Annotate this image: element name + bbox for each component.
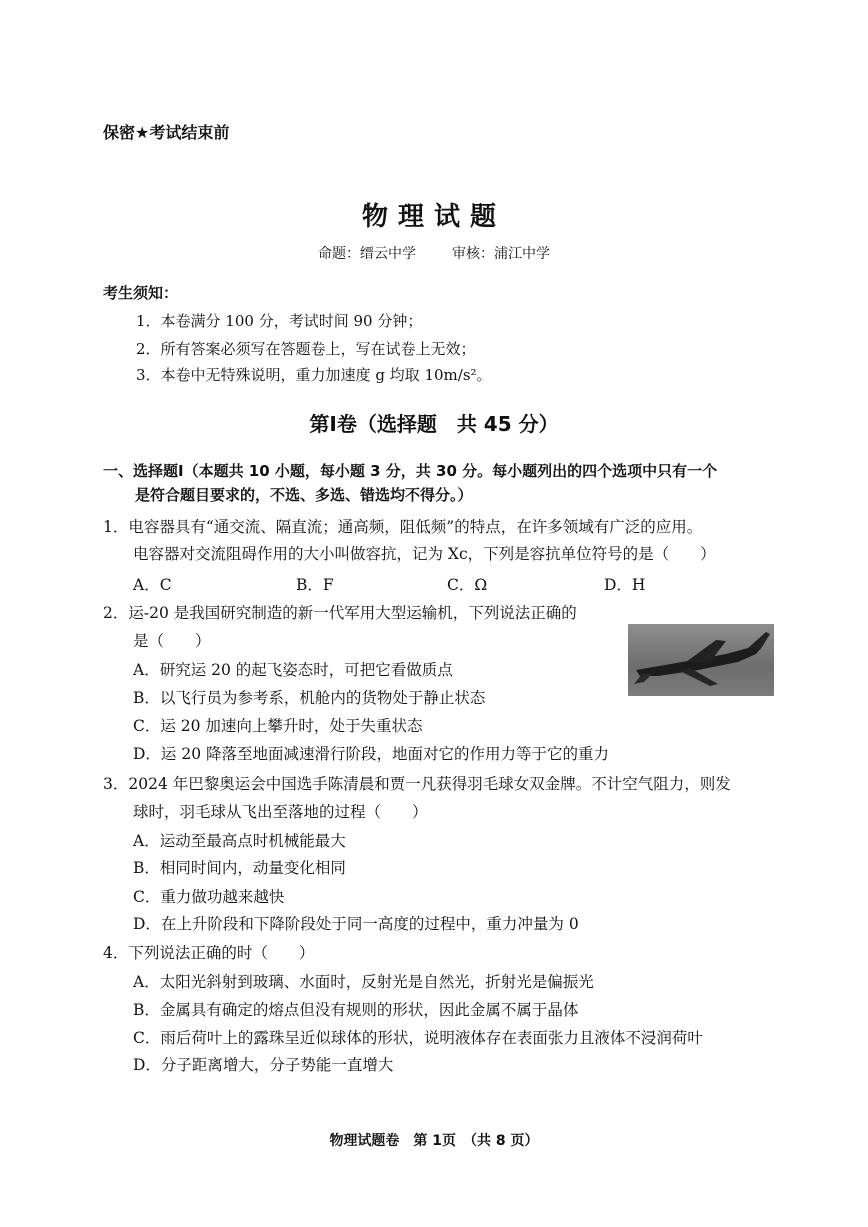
option-b: B．金属具有确定的熔点但没有规则的形状，因此金属不属于晶体 <box>133 1001 579 1019</box>
option-a: A．运动至最高点时机械能最大 <box>133 832 346 850</box>
notice-item: 3．本卷中无特殊说明，重力加速度 g 均取 10m/s²。 <box>136 366 492 384</box>
option-a: A．研究运 20 的起飞姿态时，可把它看做质点 <box>133 661 453 679</box>
question-2-stem-cont: 是（ ） <box>133 632 211 650</box>
reviewer-text: 审核：浦江中学 <box>452 246 550 262</box>
option-b: B．F <box>296 576 334 594</box>
notice-heading: 考生须知： <box>103 284 179 302</box>
option-c: C．运 20 加速向上攀升时，处于失重状态 <box>133 717 423 735</box>
option-d: D．分子距离增大，分子势能一直增大 <box>133 1056 394 1074</box>
question-4-stem: 4．下列说法正确的时（ ） <box>103 944 315 962</box>
option-c: C．Ω <box>447 576 488 594</box>
aircraft-photo <box>628 624 774 696</box>
option-a: A．C <box>133 576 172 594</box>
notice-item: 2．所有答案必须写在答题卷上，写在试卷上无效； <box>136 340 476 358</box>
option-d: D．在上升阶段和下降阶段处于同一高度的过程中，重力冲量为 0 <box>133 915 579 933</box>
part-heading: 一、选择题Ⅰ（本题共 10 小题，每小题 3 分，共 30 分。每小题列出的四个选项中只有一个 <box>103 462 718 480</box>
option-c: C．重力做功越来越快 <box>133 888 285 906</box>
aircraft-icon <box>628 624 774 696</box>
part-heading-cont: 是符合题目要求的，不选、多选、错选均不得分。） <box>135 486 473 504</box>
question-2-stem: 2．运-20 是我国研究制造的新一代军用大型运输机，下列说法正确的 <box>103 604 577 622</box>
option-b: B．相同时间内，动量变化相同 <box>133 859 346 877</box>
option-c: C．雨后荷叶上的露珠呈近似球体的形状，说明液体存在表面张力且液体不浸润荷叶 <box>133 1029 703 1047</box>
option-d: D．运 20 降落至地面减速滑行阶段，地面对它的作用力等于它的重力 <box>133 745 610 763</box>
authors-line <box>0 243 868 263</box>
question-1-stem: 1．电容器具有“通交流、隔直流；通高频，阻低频”的特点，在许多领域有广泛的应用。 <box>103 518 703 536</box>
question-3-stem-cont: 球时，羽毛球从飞出至落地的过程（ ） <box>133 803 428 821</box>
option-b: B．以飞行员为参考系，机舱内的货物处于静止状态 <box>133 689 486 707</box>
option-a: A．太阳光斜射到玻璃、水面时，反射光是自然光，折射光是偏振光 <box>133 973 594 991</box>
author-text: 命题：缙云中学 <box>318 246 416 262</box>
section-title: 第Ⅰ卷（选择题 共 45 分） <box>309 412 559 436</box>
page-footer: 物理试题卷 第 1页 （共 8 页） <box>329 1133 539 1149</box>
page-title: 物理试题 <box>361 202 506 232</box>
notice-item: 1．本卷满分 100 分，考试时间 90 分钟； <box>136 312 423 330</box>
question-1-stem-cont: 电容器对交流阻碍作用的大小叫做容抗，记为 Xc，下列是容抗单位符号的是（ ） <box>133 545 716 563</box>
question-3-stem: 3．2024 年巴黎奥运会中国选手陈清晨和贾一凡获得羽毛球女双金牌。不计空气阻力，则发 <box>103 775 731 793</box>
confidential-label: 保密★考试结束前 <box>103 123 230 142</box>
option-d: D．H <box>604 576 646 594</box>
